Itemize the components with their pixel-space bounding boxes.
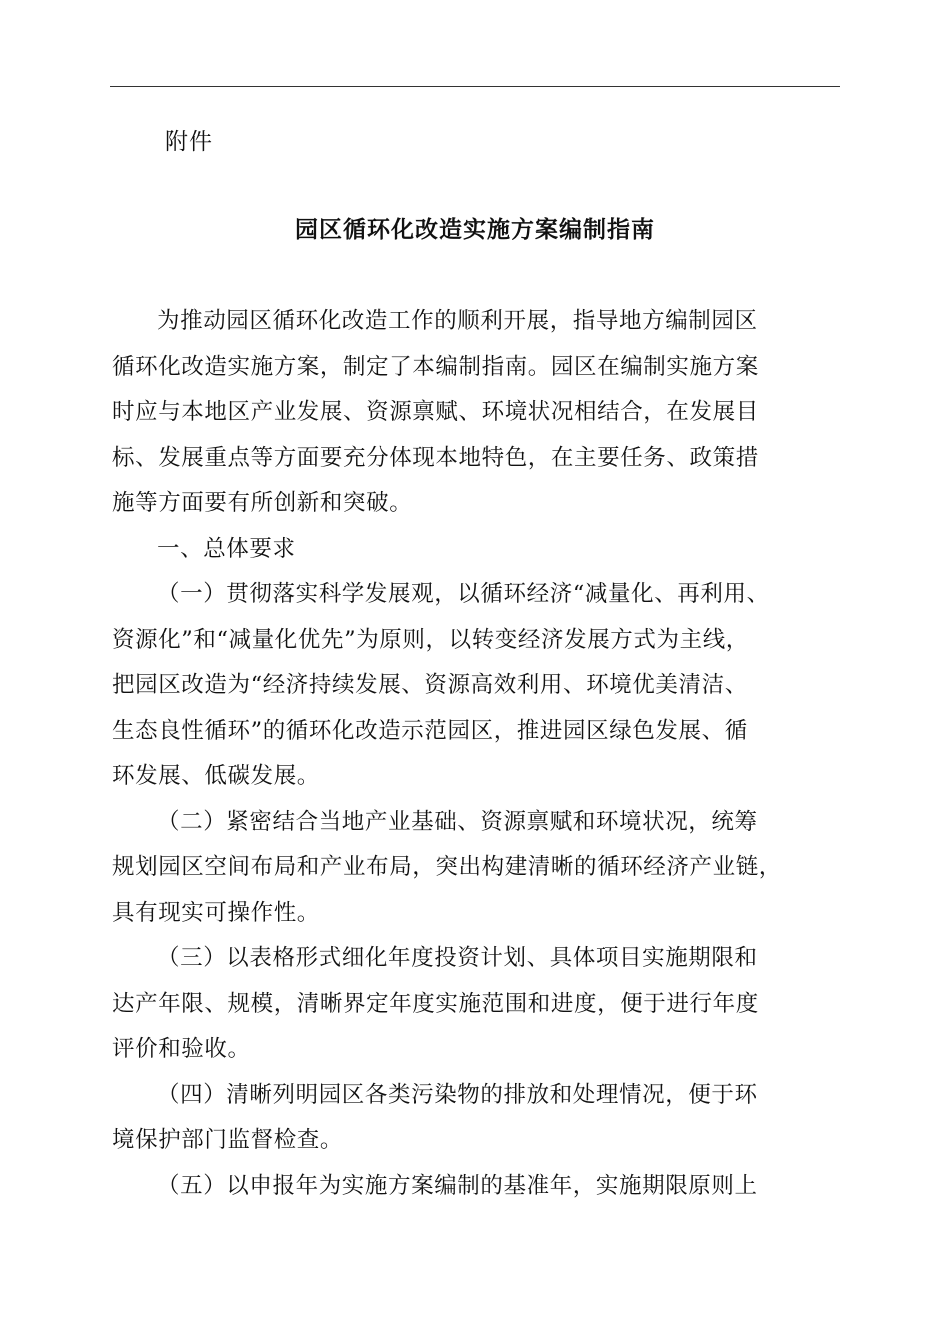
section-heading-general-requirements: 一、总体要求: [157, 535, 296, 562]
requirement-item-2: （二）紧密结合当地产业基础、资源禀赋和环境状况，统筹 规划园区空间布局和产业布局，突出构建清晰的循环经济产业链， 具有现实可操作性。: [112, 808, 782, 926]
document-body: [112, 299, 838, 1209]
intro-paragraph: 为推动园区循环化改造工作的顺利开展，指导地方编制园区 循环化改造实施方案，制定了本编制指南。园区在编制实施方案 时应与本地区产业发展、资源禀赋、环境状况相结合，在发展目 标、发展重点等方面要充分体现本地特色，在主要任务、政策措 施等方面要有所创新和突破。: [112, 308, 759, 516]
requirement-item-1: （一）贯彻落实科学发展观，以循环经济“减量化、再利用、 资源化”和“减量化优先”为原则，以转变经济发展方式为主线， 把园区改造为“经济持续发展、资源高效利用、环境优美清洁、 生态良性循环”的循环化改造示范园区，推进园区绿色发展、循 环发展、低碳发展。: [112, 581, 770, 789]
requirement-item-4: （四）清晰列明园区各类污染物的排放和处理情况，便于环 境保护部门监督检查。: [112, 1081, 758, 1153]
requirement-item-3: （三）以表格形式细化年度投资计划、具体项目实施期限和 达产年限、规模，清晰界定年度实施范围和进度，便于进行年度 评价和验收。: [112, 945, 759, 1062]
header-rule: [110, 86, 840, 87]
attachment-label: 附件: [165, 129, 213, 155]
document-title: 园区循环化改造实施方案编制指南: [295, 217, 655, 243]
requirement-item-5: （五）以申报年为实施方案编制的基准年，实施期限原则上: [157, 1172, 758, 1199]
